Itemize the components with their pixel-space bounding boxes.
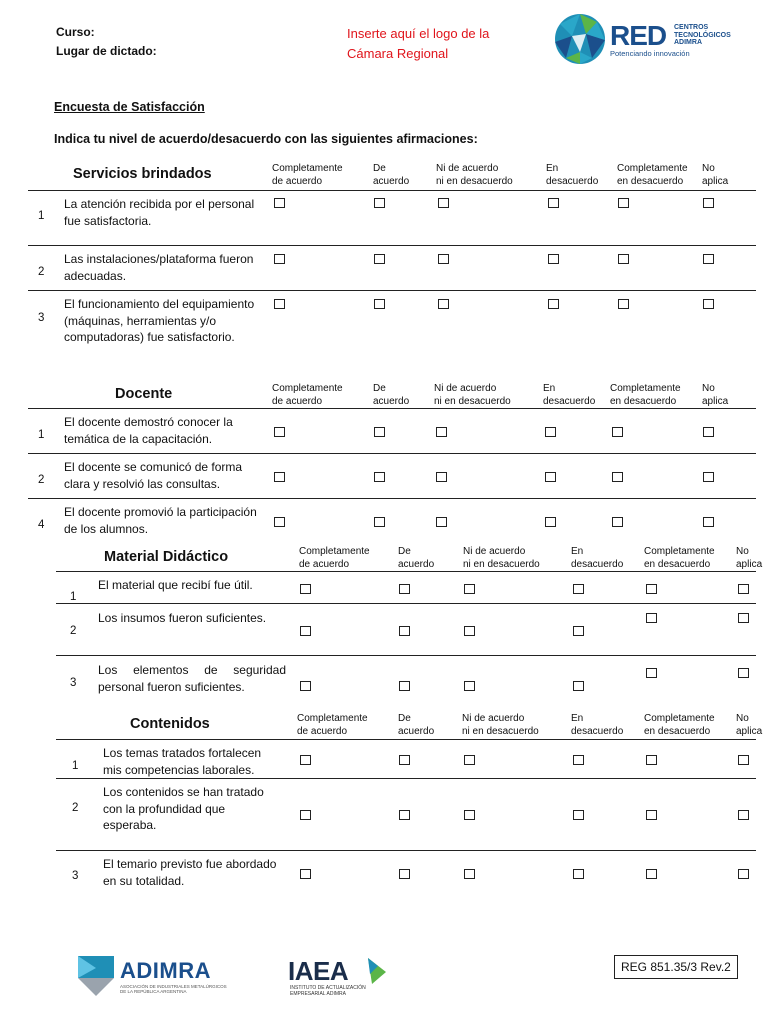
answer-checkbox[interactable] — [274, 299, 285, 309]
answer-checkbox[interactable] — [464, 626, 475, 636]
answer-checkbox[interactable] — [612, 517, 623, 527]
question-text: El docente demostró conocer la temática de la capacitación. — [64, 415, 233, 446]
column-header: Completamente en desacuerdo — [617, 163, 688, 187]
red-logo-sub2: TECNOLÓGICOS — [674, 31, 731, 39]
answer-checkbox[interactable] — [703, 427, 714, 437]
question-number: 2 — [72, 802, 79, 814]
answer-checkbox[interactable] — [703, 254, 714, 264]
answer-checkbox[interactable] — [738, 810, 749, 820]
answer-checkbox[interactable] — [300, 869, 311, 879]
column-header: No aplica — [736, 713, 763, 737]
iaea-logo — [288, 956, 398, 998]
answer-checkbox[interactable] — [573, 869, 584, 879]
question-number: 2 — [70, 625, 77, 637]
question-text: El temario previsto fue abordado en su totalidad. — [103, 857, 277, 888]
answer-checkbox[interactable] — [464, 810, 475, 820]
answer-checkbox[interactable] — [573, 626, 584, 636]
logo-placeholder — [347, 24, 489, 64]
row-divider — [56, 655, 756, 656]
answer-checkbox[interactable] — [703, 299, 714, 309]
answer-checkbox[interactable] — [646, 810, 657, 820]
red-globe-icon — [552, 12, 608, 66]
adimra-sub1: ASOCIACIÓN DE INDUSTRIALES METALÚRGICOS — [120, 984, 227, 989]
row-divider — [28, 453, 756, 454]
question-number: 1 — [38, 210, 45, 222]
answer-checkbox[interactable] — [399, 869, 410, 879]
answer-checkbox[interactable] — [612, 472, 623, 482]
answer-checkbox[interactable] — [548, 198, 559, 208]
answer-checkbox[interactable] — [548, 254, 559, 264]
answer-checkbox[interactable] — [399, 626, 410, 636]
answer-checkbox[interactable] — [274, 198, 285, 208]
answer-checkbox[interactable] — [738, 869, 749, 879]
answer-checkbox[interactable] — [646, 613, 657, 623]
answer-checkbox[interactable] — [374, 472, 385, 482]
question-text: Las instalaciones/plataforma fueron adecuadas. — [64, 252, 254, 283]
question-text: Los insumos fueron suficientes. — [98, 611, 267, 625]
column-header: Completamente en desacuerdo — [610, 383, 681, 407]
column-header: Completamente en desacuerdo — [644, 546, 715, 570]
column-header: Ni de acuerdo ni en desacuerdo — [462, 713, 539, 737]
answer-checkbox[interactable] — [464, 681, 475, 691]
column-header: Ni de acuerdo ni en desacuerdo — [436, 163, 513, 187]
answer-checkbox[interactable] — [618, 198, 629, 208]
answer-checkbox[interactable] — [300, 584, 311, 594]
question-text: La atención recibida por el personal fue satisfactoria. — [64, 197, 255, 228]
question-number: 3 — [72, 870, 79, 882]
answer-checkbox[interactable] — [438, 254, 449, 264]
answer-checkbox[interactable] — [738, 584, 749, 594]
answer-checkbox[interactable] — [399, 681, 410, 691]
answer-checkbox[interactable] — [436, 472, 447, 482]
answer-checkbox[interactable] — [573, 681, 584, 691]
answer-checkbox[interactable] — [300, 626, 311, 636]
answer-checkbox[interactable] — [374, 198, 385, 208]
answer-checkbox[interactable] — [545, 517, 556, 527]
column-header: No aplica — [702, 383, 729, 407]
row-divider — [56, 571, 756, 572]
answer-checkbox[interactable] — [545, 472, 556, 482]
question-text: El material que recibí fue útil. — [98, 578, 253, 592]
answer-checkbox[interactable] — [438, 299, 449, 309]
answer-checkbox[interactable] — [618, 299, 629, 309]
answer-checkbox[interactable] — [399, 755, 410, 765]
column-header: En desacuerdo — [571, 546, 624, 570]
section-title: Material Didáctico — [104, 549, 229, 565]
answer-checkbox[interactable] — [399, 810, 410, 820]
column-header: Completamente en desacuerdo — [644, 713, 715, 737]
adimra-sub2: DE LA REPÚBLICA ARGENTINA — [120, 989, 187, 994]
answer-checkbox[interactable] — [300, 755, 311, 765]
iaea-sub — [290, 986, 366, 997]
column-header: De acuerdo — [373, 163, 410, 187]
answer-checkbox[interactable] — [618, 254, 629, 264]
column-header: Completamente de acuerdo — [272, 163, 343, 187]
row-divider — [56, 778, 756, 779]
answer-checkbox[interactable] — [545, 427, 556, 437]
answer-checkbox[interactable] — [274, 517, 285, 527]
logo-placeholder-line2: Cámara Regional — [347, 46, 449, 61]
answer-checkbox[interactable] — [738, 668, 749, 678]
answer-checkbox[interactable] — [464, 755, 475, 765]
answer-checkbox[interactable] — [374, 299, 385, 309]
question-number: 2 — [38, 474, 45, 486]
question-number: 1 — [70, 591, 77, 603]
column-header: Ni de acuerdo ni en desacuerdo — [434, 383, 511, 407]
column-header: Completamente de acuerdo — [299, 546, 370, 570]
question-text: Los temas tratados fortalecen mis competencias laborales. — [103, 746, 262, 777]
answer-checkbox[interactable] — [646, 668, 657, 678]
answer-checkbox[interactable] — [374, 517, 385, 527]
survey-title: Encuesta de Satisfacción — [54, 100, 205, 114]
section-title: Servicios brindados — [73, 166, 212, 182]
question-text: El funcionamiento del equipamiento (máquinas, herramientas y/o computadoras) fue satisfactorio. — [64, 297, 255, 344]
question-number: 3 — [70, 677, 77, 689]
curso-label: Curso: — [56, 25, 95, 39]
column-header: De acuerdo — [398, 713, 435, 737]
question-number: 3 — [38, 312, 45, 324]
column-header: No aplica — [736, 546, 763, 570]
answer-checkbox[interactable] — [573, 755, 584, 765]
answer-checkbox[interactable] — [274, 254, 285, 264]
answer-checkbox[interactable] — [464, 869, 475, 879]
answer-checkbox[interactable] — [274, 472, 285, 482]
answer-checkbox[interactable] — [703, 472, 714, 482]
column-header: Completamente de acuerdo — [297, 713, 368, 737]
column-header: De acuerdo — [373, 383, 410, 407]
red-logo-text: RED — [610, 20, 667, 51]
column-header: No aplica — [702, 163, 729, 187]
answer-checkbox[interactable] — [573, 810, 584, 820]
row-divider — [56, 739, 756, 740]
row-divider — [28, 498, 756, 499]
adimra-logo — [78, 956, 238, 998]
red-logo-sub1: CENTROS — [674, 24, 709, 31]
answer-checkbox[interactable] — [300, 810, 311, 820]
logo-placeholder-line1: Inserte aquí el logo de la — [347, 26, 490, 41]
iaea-sub2: EMPRESARIAL ADIMRA — [290, 990, 346, 997]
question-text: Los contenidos se han tratado con la profundidad que esperaba. — [103, 785, 264, 832]
red-logo-sub3: ADIMRA — [674, 39, 702, 46]
iaea-name: IAEA — [288, 956, 349, 986]
answer-checkbox[interactable] — [464, 584, 475, 594]
row-divider — [28, 290, 756, 291]
answer-checkbox[interactable] — [646, 869, 657, 879]
iaea-mark-icon — [364, 958, 386, 984]
column-header: Ni de acuerdo ni en desacuerdo — [463, 546, 540, 570]
question-number: 1 — [38, 429, 45, 441]
answer-checkbox[interactable] — [436, 517, 447, 527]
reg-code: REG 851.35/3 Rev.2 — [614, 955, 738, 979]
red-logo — [552, 12, 742, 68]
question-number: 2 — [38, 266, 45, 278]
row-divider — [28, 245, 756, 246]
section-title: Contenidos — [130, 716, 210, 732]
adimra-name: ADIMRA — [120, 958, 211, 983]
answer-checkbox[interactable] — [438, 198, 449, 208]
answer-checkbox[interactable] — [548, 299, 559, 309]
question-text: Los elementos de seguridad personal fueron suficientes. — [98, 663, 286, 694]
answer-checkbox[interactable] — [612, 427, 623, 437]
answer-checkbox[interactable] — [646, 584, 657, 594]
answer-checkbox[interactable] — [738, 755, 749, 765]
answer-checkbox[interactable] — [703, 517, 714, 527]
red-logo-tagline: Potenciando innovación — [610, 49, 690, 58]
answer-checkbox[interactable] — [738, 613, 749, 623]
answer-checkbox[interactable] — [703, 198, 714, 208]
column-header: De acuerdo — [398, 546, 435, 570]
adimra-mark-icon — [78, 956, 114, 996]
question-text: El docente promovió la participación de los alumnos. — [64, 505, 257, 536]
lugar-label: Lugar de dictado: — [56, 44, 157, 58]
row-divider — [28, 190, 756, 191]
answer-checkbox[interactable] — [300, 681, 311, 691]
answer-checkbox[interactable] — [646, 755, 657, 765]
red-logo-sub — [674, 24, 731, 47]
column-header: Completamente de acuerdo — [272, 383, 343, 407]
section-title: Docente — [115, 386, 173, 402]
answer-checkbox[interactable] — [436, 427, 447, 437]
instructions: Indica tu nivel de acuerdo/desacuerdo con las siguientes afirmaciones: — [54, 132, 478, 146]
question-text: El docente se comunicó de forma clara y resolvió las consultas. — [64, 460, 243, 491]
answer-checkbox[interactable] — [399, 584, 410, 594]
answer-checkbox[interactable] — [274, 427, 285, 437]
question-number: 1 — [72, 760, 79, 772]
row-divider — [56, 850, 756, 851]
iaea-sub1: INSTITUTO DE ACTUALIZACIÓN — [290, 985, 366, 991]
question-number: 4 — [38, 519, 45, 531]
row-divider — [28, 408, 756, 409]
row-divider — [56, 603, 756, 604]
answer-checkbox[interactable] — [573, 584, 584, 594]
column-header: En desacuerdo — [571, 713, 624, 737]
answer-checkbox[interactable] — [374, 427, 385, 437]
column-header: En desacuerdo — [546, 163, 599, 187]
answer-checkbox[interactable] — [374, 254, 385, 264]
column-header: En desacuerdo — [543, 383, 596, 407]
adimra-sub — [120, 984, 227, 994]
